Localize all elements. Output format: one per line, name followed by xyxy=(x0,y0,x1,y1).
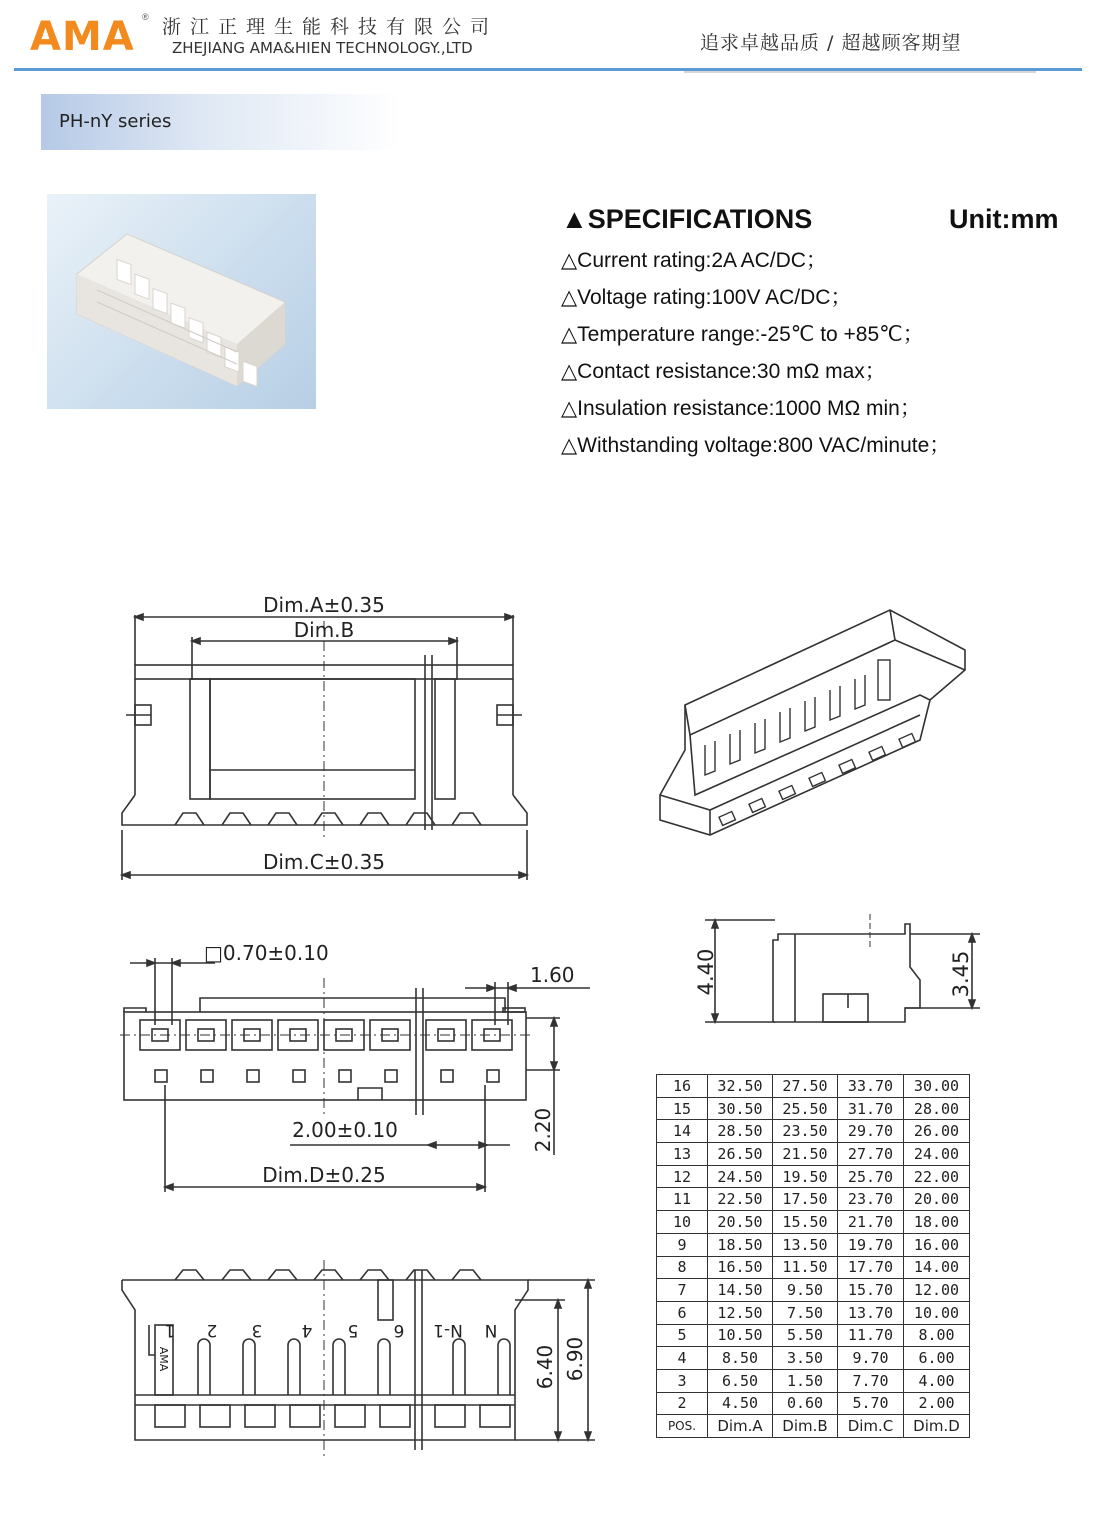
cell-dim-a: 26.50 xyxy=(708,1143,773,1166)
cell-dim-c: 9.70 xyxy=(838,1347,904,1370)
specifications-unit: Unit:mm xyxy=(949,204,1059,234)
dim-b-label: Dim.B xyxy=(293,618,355,642)
cell-dim-c: 31.70 xyxy=(838,1097,904,1120)
header-dim-d: Dim.D xyxy=(904,1415,970,1438)
company-name-english: ZHEJIANG AMA&HIEN TECHNOLOGY.,LTD xyxy=(172,39,473,57)
cell-dim-b: 15.50 xyxy=(773,1211,838,1234)
cell-pos: 15 xyxy=(657,1097,708,1120)
cell-dim-a: 10.50 xyxy=(708,1324,773,1347)
cell-dim-a: 6.50 xyxy=(708,1369,773,1392)
cell-dim-b: 1.50 xyxy=(773,1369,838,1392)
cell-dim-d: 2.00 xyxy=(904,1392,970,1415)
cell-pos: 14 xyxy=(657,1120,708,1143)
registered-mark: ® xyxy=(142,12,149,22)
cell-dim-b: 23.50 xyxy=(773,1120,838,1143)
cell-dim-d: 8.00 xyxy=(904,1324,970,1347)
cell-dim-a: 12.50 xyxy=(708,1301,773,1324)
table-row xyxy=(657,1233,970,1256)
product-photo xyxy=(47,194,316,409)
table-row xyxy=(657,1143,970,1166)
cell-pos: 10 xyxy=(657,1211,708,1234)
ama-logo: AMA xyxy=(30,14,135,60)
table-row xyxy=(657,1165,970,1188)
cell-dim-b: 25.50 xyxy=(773,1097,838,1120)
cell-pos: 11 xyxy=(657,1188,708,1211)
dim-d-label: Dim.D±0.25 xyxy=(262,1163,386,1187)
side-view-drawing xyxy=(690,912,990,1032)
cell-dim-a: 30.50 xyxy=(708,1097,773,1120)
dim-c-label: Dim.C±0.35 xyxy=(262,850,386,874)
header-pos: POS. xyxy=(657,1415,708,1438)
cell-dim-b: 9.50 xyxy=(773,1279,838,1302)
dim-a-label: Dim.A±0.35 xyxy=(263,593,385,617)
cell-dim-d: 30.00 xyxy=(904,1075,970,1098)
cell-pos: 7 xyxy=(657,1279,708,1302)
cell-dim-a: 28.50 xyxy=(708,1120,773,1143)
top-view-drawing xyxy=(110,930,610,1200)
cell-dim-c: 7.70 xyxy=(838,1369,904,1392)
pin-number-3: 3 xyxy=(251,1320,263,1340)
cell-dim-d: 24.00 xyxy=(904,1143,970,1166)
side-height-345-label: 3.45 xyxy=(949,950,973,998)
pin-number-n-1: N-1 xyxy=(433,1320,463,1340)
pitch-label: 2.00±0.10 xyxy=(292,1118,398,1142)
cell-dim-c: 13.70 xyxy=(838,1301,904,1324)
cell-dim-d: 26.00 xyxy=(904,1120,970,1143)
cell-pos: 5 xyxy=(657,1324,708,1347)
spec-insulation-resistance: △Insulation resistance:1000 MΩ min； xyxy=(561,397,921,420)
header-subdivider xyxy=(684,71,1036,73)
spec-voltage-rating: △Voltage rating:100V AC/DC； xyxy=(561,286,852,309)
cell-dim-c: 33.70 xyxy=(838,1075,904,1098)
pin-number-6: 6 xyxy=(393,1320,405,1340)
cell-pos: 8 xyxy=(657,1256,708,1279)
cell-dim-d: 18.00 xyxy=(904,1211,970,1234)
cell-dim-c: 27.70 xyxy=(838,1143,904,1166)
cell-dim-a: 14.50 xyxy=(708,1279,773,1302)
table-row xyxy=(657,1097,970,1120)
spec-temperature-range: △Temperature range:-25℃ to +85℃； xyxy=(561,323,924,346)
table-row xyxy=(657,1188,970,1211)
pin-number-2: 2 xyxy=(206,1320,218,1340)
header-dim-b: Dim.B xyxy=(773,1415,838,1438)
cell-dim-c: 11.70 xyxy=(838,1324,904,1347)
height-690-label: 6.90 xyxy=(563,1336,587,1382)
cell-dim-c: 19.70 xyxy=(838,1233,904,1256)
pin-number-5: 5 xyxy=(347,1320,359,1340)
table-row xyxy=(657,1075,970,1098)
cell-dim-c: 23.70 xyxy=(838,1188,904,1211)
cell-dim-d: 20.00 xyxy=(904,1188,970,1211)
table-row xyxy=(657,1211,970,1234)
spec-current-rating: △Current rating:2A AC/DC； xyxy=(561,249,827,272)
header-dim-c: Dim.C xyxy=(838,1415,904,1438)
connector-photo-illustration xyxy=(47,194,316,409)
height-640-label: 6.40 xyxy=(533,1344,557,1390)
page-header xyxy=(0,0,1096,80)
front-view-drawing xyxy=(110,585,540,885)
specifications-title: ▲SPECIFICATIONS xyxy=(561,204,813,234)
table-row xyxy=(657,1369,970,1392)
cell-pos: 13 xyxy=(657,1143,708,1166)
cell-dim-b: 13.50 xyxy=(773,1233,838,1256)
cell-dim-c: 5.70 xyxy=(838,1392,904,1415)
pin-number-1: 1 xyxy=(164,1320,176,1340)
specifications-list xyxy=(561,244,950,466)
table-row xyxy=(657,1392,970,1415)
cell-pos: 9 xyxy=(657,1233,708,1256)
cell-dim-b: 19.50 xyxy=(773,1165,838,1188)
cell-dim-d: 16.00 xyxy=(904,1233,970,1256)
cell-dim-c: 29.70 xyxy=(838,1120,904,1143)
spec-contact-resistance: △Contact resistance:30 mΩ max； xyxy=(561,360,886,383)
cell-dim-c: 25.70 xyxy=(838,1165,904,1188)
cell-dim-b: 0.60 xyxy=(773,1392,838,1415)
cell-dim-b: 5.50 xyxy=(773,1324,838,1347)
company-slogan: 追求卓越品质 / 超越顾客期望 xyxy=(700,32,962,54)
table-row xyxy=(657,1279,970,1302)
cell-pos: 3 xyxy=(657,1369,708,1392)
cell-dim-b: 3.50 xyxy=(773,1347,838,1370)
table-row xyxy=(657,1347,970,1370)
cell-pos: 4 xyxy=(657,1347,708,1370)
bottom-view-drawing xyxy=(110,1255,610,1465)
table-row xyxy=(657,1324,970,1347)
cell-dim-d: 28.00 xyxy=(904,1097,970,1120)
dimension-table xyxy=(656,1074,970,1438)
header-dim-a: Dim.A xyxy=(708,1415,773,1438)
cell-pos: 16 xyxy=(657,1075,708,1098)
cell-dim-b: 11.50 xyxy=(773,1256,838,1279)
series-banner xyxy=(41,94,401,150)
cell-dim-b: 17.50 xyxy=(773,1188,838,1211)
pin-number-4: 4 xyxy=(301,1320,313,1340)
height-220-label: 2.20 xyxy=(531,1107,555,1153)
housing-brand-mark: AMA xyxy=(157,1346,170,1372)
table-row xyxy=(657,1301,970,1324)
cell-dim-a: 20.50 xyxy=(708,1211,773,1234)
cell-dim-d: 4.00 xyxy=(904,1369,970,1392)
cell-dim-c: 15.70 xyxy=(838,1279,904,1302)
cell-dim-a: 18.50 xyxy=(708,1233,773,1256)
pin-number-n: N xyxy=(484,1320,498,1340)
cell-pos: 2 xyxy=(657,1392,708,1415)
cell-dim-b: 7.50 xyxy=(773,1301,838,1324)
spec-withstanding-voltage: △Withstanding voltage:800 VAC/minute； xyxy=(561,434,951,457)
cell-dim-a: 4.50 xyxy=(708,1392,773,1415)
series-label: PH-nY series xyxy=(59,111,172,132)
cell-dim-d: 6.00 xyxy=(904,1347,970,1370)
cell-dim-a: 8.50 xyxy=(708,1347,773,1370)
cell-dim-b: 27.50 xyxy=(773,1075,838,1098)
cell-pos: 12 xyxy=(657,1165,708,1188)
cell-dim-d: 10.00 xyxy=(904,1301,970,1324)
side-height-440-label: 4.40 xyxy=(694,948,718,996)
table-header-row xyxy=(657,1415,970,1438)
table-row xyxy=(657,1256,970,1279)
cell-dim-b: 21.50 xyxy=(773,1143,838,1166)
offset-160-label: 1.60 xyxy=(530,963,575,987)
company-name-chinese: 浙江正理生能科技有限公司 xyxy=(162,16,499,38)
cell-dim-a: 16.50 xyxy=(708,1256,773,1279)
cell-dim-c: 21.70 xyxy=(838,1211,904,1234)
cell-dim-a: 24.50 xyxy=(708,1165,773,1188)
isometric-view-drawing xyxy=(650,600,980,870)
dimension-table-body xyxy=(657,1075,970,1415)
cell-dim-d: 12.00 xyxy=(904,1279,970,1302)
cell-pos: 6 xyxy=(657,1301,708,1324)
table-row xyxy=(657,1120,970,1143)
cell-dim-a: 22.50 xyxy=(708,1188,773,1211)
cell-dim-d: 22.00 xyxy=(904,1165,970,1188)
cell-dim-d: 14.00 xyxy=(904,1256,970,1279)
cell-dim-c: 17.70 xyxy=(838,1256,904,1279)
cell-dim-a: 32.50 xyxy=(708,1075,773,1098)
square-terminal-label: □0.70±0.10 xyxy=(204,941,329,965)
